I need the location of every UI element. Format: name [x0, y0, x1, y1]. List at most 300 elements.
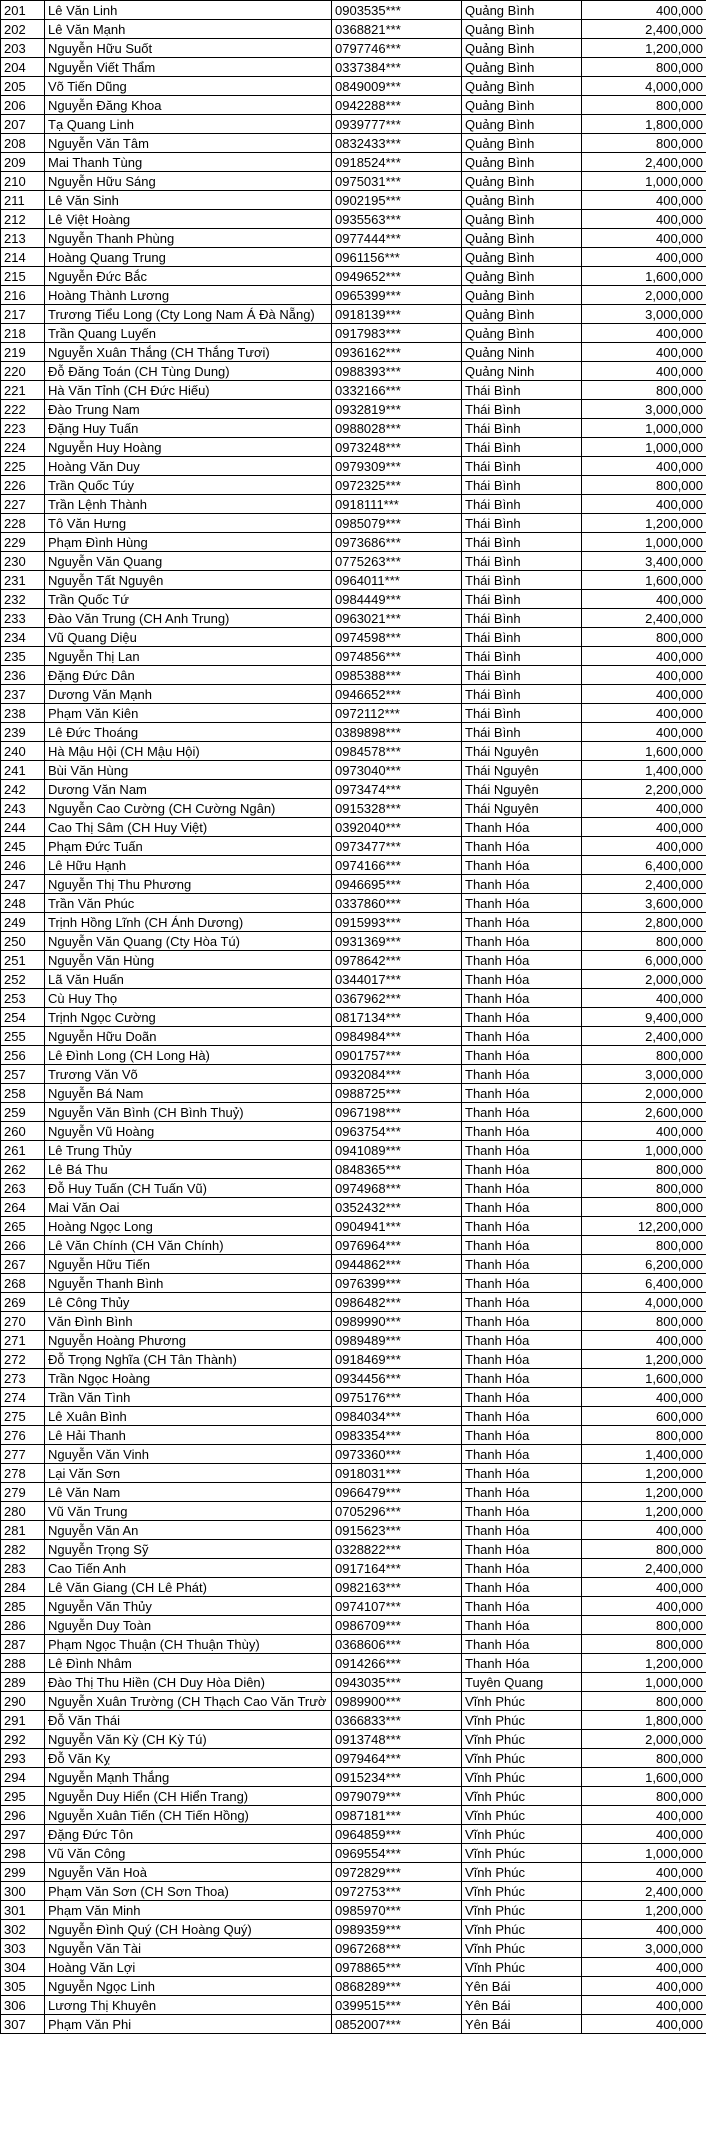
- phone-cell: 0935563***: [332, 210, 462, 229]
- amount-cell: 1,400,000: [582, 1445, 706, 1464]
- table-row: [1, 1407, 706, 1426]
- table-row: [1, 172, 706, 191]
- phone-cell: 0989990***: [332, 1312, 462, 1331]
- customer-name-cell: Mai Thanh Tùng: [45, 153, 332, 172]
- row-number-cell: 305: [1, 1977, 45, 1996]
- row-number-cell: 210: [1, 172, 45, 191]
- phone-cell: 0963754***: [332, 1122, 462, 1141]
- customer-name-cell: Trần Quốc Tứ: [45, 590, 332, 609]
- row-number-cell: 281: [1, 1521, 45, 1540]
- province-cell: Thanh Hóa: [462, 1046, 582, 1065]
- amount-cell: 400,000: [582, 1597, 706, 1616]
- phone-cell: 0978865***: [332, 1958, 462, 1977]
- phone-cell: 0984578***: [332, 742, 462, 761]
- amount-cell: 400,000: [582, 1388, 706, 1407]
- row-number-cell: 285: [1, 1597, 45, 1616]
- phone-cell: 0914266***: [332, 1654, 462, 1673]
- table-row: [1, 1996, 706, 2015]
- table-row: [1, 1730, 706, 1749]
- customer-name-cell: Lê Đình Nhâm: [45, 1654, 332, 1673]
- row-number-cell: 296: [1, 1806, 45, 1825]
- table-row: [1, 1787, 706, 1806]
- row-number-cell: 270: [1, 1312, 45, 1331]
- amount-cell: 3,000,000: [582, 1065, 706, 1084]
- table-row: [1, 1768, 706, 1787]
- amount-cell: 800,000: [582, 1616, 706, 1635]
- row-number-cell: 235: [1, 647, 45, 666]
- customer-name-cell: Trần Ngọc Hoàng: [45, 1369, 332, 1388]
- amount-cell: 4,000,000: [582, 77, 706, 96]
- customer-name-cell: Vũ Văn Trung: [45, 1502, 332, 1521]
- amount-cell: 9,400,000: [582, 1008, 706, 1027]
- amount-cell: 400,000: [582, 1996, 706, 2015]
- province-cell: Vĩnh Phúc: [462, 1711, 582, 1730]
- amount-cell: 1,600,000: [582, 1768, 706, 1787]
- table-row: [1, 837, 706, 856]
- table-row: [1, 704, 706, 723]
- table-row: [1, 153, 706, 172]
- phone-cell: 0913748***: [332, 1730, 462, 1749]
- phone-cell: 0918111***: [332, 495, 462, 514]
- customer-name-cell: Hoàng Văn Lợi: [45, 1958, 332, 1977]
- phone-cell: 0964859***: [332, 1825, 462, 1844]
- province-cell: Thanh Hóa: [462, 1312, 582, 1331]
- row-number-cell: 267: [1, 1255, 45, 1274]
- customer-name-cell: Lê Văn Chính (CH Văn Chính): [45, 1236, 332, 1255]
- phone-cell: 0974598***: [332, 628, 462, 647]
- province-cell: Vĩnh Phúc: [462, 1882, 582, 1901]
- phone-cell: 0972325***: [332, 476, 462, 495]
- customer-name-cell: Nguyễn Xuân Trường (CH Thạch Cao Văn Trườ: [45, 1692, 332, 1711]
- table-row: [1, 685, 706, 704]
- phone-cell: 0915623***: [332, 1521, 462, 1540]
- amount-cell: 1,200,000: [582, 1483, 706, 1502]
- customer-name-cell: Phạm Văn Phi: [45, 2015, 332, 2034]
- table-row: [1, 210, 706, 229]
- table-row: [1, 1692, 706, 1711]
- row-number-cell: 307: [1, 2015, 45, 2034]
- province-cell: Vĩnh Phúc: [462, 1863, 582, 1882]
- customer-name-cell: Nguyễn Hữu Sáng: [45, 172, 332, 191]
- row-number-cell: 300: [1, 1882, 45, 1901]
- province-cell: Thanh Hóa: [462, 1141, 582, 1160]
- amount-cell: 400,000: [582, 1122, 706, 1141]
- table-row: [1, 343, 706, 362]
- row-number-cell: 277: [1, 1445, 45, 1464]
- phone-cell: 0797746***: [332, 39, 462, 58]
- phone-cell: 0915328***: [332, 799, 462, 818]
- phone-cell: 0972753***: [332, 1882, 462, 1901]
- table-row: [1, 58, 706, 77]
- row-number-cell: 302: [1, 1920, 45, 1939]
- phone-cell: 0848365***: [332, 1160, 462, 1179]
- province-cell: Vĩnh Phúc: [462, 1920, 582, 1939]
- customer-name-cell: Trần Quốc Túy: [45, 476, 332, 495]
- table-row: [1, 1027, 706, 1046]
- province-cell: Thanh Hóa: [462, 894, 582, 913]
- table-row: [1, 1863, 706, 1882]
- table-row: [1, 514, 706, 533]
- phone-cell: 0989359***: [332, 1920, 462, 1939]
- table-row: [1, 913, 706, 932]
- phone-cell: 0946652***: [332, 685, 462, 704]
- amount-cell: 3,000,000: [582, 305, 706, 324]
- province-cell: Thanh Hóa: [462, 1179, 582, 1198]
- amount-cell: 400,000: [582, 1863, 706, 1882]
- table-row: [1, 324, 706, 343]
- customer-name-cell: Lê Đình Long (CH Long Hà): [45, 1046, 332, 1065]
- row-number-cell: 283: [1, 1559, 45, 1578]
- customer-name-cell: Trương Văn Võ: [45, 1065, 332, 1084]
- phone-cell: 0917164***: [332, 1559, 462, 1578]
- customer-name-cell: Nguyễn Duy Toàn: [45, 1616, 332, 1635]
- customer-name-cell: Đặng Đức Tôn: [45, 1825, 332, 1844]
- amount-cell: 800,000: [582, 1046, 706, 1065]
- amount-cell: 400,000: [582, 362, 706, 381]
- province-cell: Thanh Hóa: [462, 1464, 582, 1483]
- amount-cell: 400,000: [582, 2015, 706, 2034]
- phone-cell: 0337384***: [332, 58, 462, 77]
- table-row: [1, 39, 706, 58]
- phone-cell: 0817134***: [332, 1008, 462, 1027]
- phone-cell: 0986482***: [332, 1293, 462, 1312]
- province-cell: Thái Bình: [462, 533, 582, 552]
- customer-name-cell: Phạm Văn Kiên: [45, 704, 332, 723]
- customer-name-cell: Lương Thị Khuyên: [45, 1996, 332, 2015]
- phone-cell: 0974856***: [332, 647, 462, 666]
- customer-name-cell: Nguyễn Thanh Phùng: [45, 229, 332, 248]
- table-row: [1, 1179, 706, 1198]
- row-number-cell: 266: [1, 1236, 45, 1255]
- table-row: [1, 1, 706, 20]
- row-number-cell: 294: [1, 1768, 45, 1787]
- row-number-cell: 229: [1, 533, 45, 552]
- table-row: [1, 305, 706, 324]
- table-row: [1, 1939, 706, 1958]
- amount-cell: 1,000,000: [582, 533, 706, 552]
- customer-name-cell: Hà Mậu Hội (CH Mậu Hội): [45, 742, 332, 761]
- row-number-cell: 239: [1, 723, 45, 742]
- row-number-cell: 276: [1, 1426, 45, 1445]
- customer-name-cell: Bùi Văn Hùng: [45, 761, 332, 780]
- row-number-cell: 286: [1, 1616, 45, 1635]
- amount-cell: 1,800,000: [582, 1711, 706, 1730]
- row-number-cell: 304: [1, 1958, 45, 1977]
- customer-name-cell: Nguyễn Hoàng Phương: [45, 1331, 332, 1350]
- row-number-cell: 212: [1, 210, 45, 229]
- table-row: [1, 438, 706, 457]
- row-number-cell: 303: [1, 1939, 45, 1958]
- phone-cell: 0975176***: [332, 1388, 462, 1407]
- customer-name-cell: Đào Văn Trung (CH Anh Trung): [45, 609, 332, 628]
- phone-cell: 0337860***: [332, 894, 462, 913]
- row-number-cell: 201: [1, 1, 45, 20]
- phone-cell: 0989489***: [332, 1331, 462, 1350]
- table-row: [1, 1958, 706, 1977]
- phone-cell: 0775263***: [332, 552, 462, 571]
- phone-cell: 0368606***: [332, 1635, 462, 1654]
- province-cell: Vĩnh Phúc: [462, 1806, 582, 1825]
- province-cell: Thanh Hóa: [462, 1236, 582, 1255]
- phone-cell: 0964011***: [332, 571, 462, 590]
- customer-name-cell: Nguyễn Hữu Doãn: [45, 1027, 332, 1046]
- row-number-cell: 257: [1, 1065, 45, 1084]
- amount-cell: 800,000: [582, 381, 706, 400]
- row-number-cell: 226: [1, 476, 45, 495]
- phone-cell: 0903535***: [332, 1, 462, 20]
- table-row: [1, 1445, 706, 1464]
- customer-name-cell: Nguyễn Hữu Tiến: [45, 1255, 332, 1274]
- province-cell: Thanh Hóa: [462, 1521, 582, 1540]
- amount-cell: 1,200,000: [582, 1350, 706, 1369]
- province-cell: Thanh Hóa: [462, 837, 582, 856]
- row-number-cell: 287: [1, 1635, 45, 1654]
- province-cell: Thanh Hóa: [462, 1331, 582, 1350]
- table-row: [1, 1103, 706, 1122]
- table-row: [1, 1046, 706, 1065]
- amount-cell: 400,000: [582, 1920, 706, 1939]
- phone-cell: 0975031***: [332, 172, 462, 191]
- amount-cell: 800,000: [582, 96, 706, 115]
- table-row: [1, 628, 706, 647]
- phone-cell: 0915234***: [332, 1768, 462, 1787]
- phone-cell: 0942288***: [332, 96, 462, 115]
- row-number-cell: 263: [1, 1179, 45, 1198]
- table-row: [1, 1825, 706, 1844]
- amount-cell: 1,200,000: [582, 514, 706, 533]
- province-cell: Quảng Bình: [462, 229, 582, 248]
- customer-name-cell: Nguyễn Hữu Suốt: [45, 39, 332, 58]
- amount-cell: 2,000,000: [582, 1730, 706, 1749]
- customer-name-cell: Đặng Huy Tuấn: [45, 419, 332, 438]
- amount-cell: 2,400,000: [582, 153, 706, 172]
- row-number-cell: 291: [1, 1711, 45, 1730]
- customer-name-cell: Trần Văn Phúc: [45, 894, 332, 913]
- phone-cell: 0967198***: [332, 1103, 462, 1122]
- phone-cell: 0979309***: [332, 457, 462, 476]
- customer-name-cell: Nguyễn Đức Bắc: [45, 267, 332, 286]
- province-cell: Quảng Bình: [462, 153, 582, 172]
- province-cell: Thanh Hóa: [462, 1597, 582, 1616]
- table-row: [1, 1483, 706, 1502]
- row-number-cell: 280: [1, 1502, 45, 1521]
- province-cell: Thanh Hóa: [462, 1578, 582, 1597]
- row-number-cell: 289: [1, 1673, 45, 1692]
- row-number-cell: 203: [1, 39, 45, 58]
- province-cell: Quảng Bình: [462, 172, 582, 191]
- customer-name-cell: Trịnh Hồng Lĩnh (CH Ánh Dương): [45, 913, 332, 932]
- province-cell: Thanh Hóa: [462, 1198, 582, 1217]
- row-number-cell: 215: [1, 267, 45, 286]
- customer-name-cell: Lê Văn Linh: [45, 1, 332, 20]
- customer-name-cell: Đỗ Huy Tuấn (CH Tuấn Vũ): [45, 1179, 332, 1198]
- amount-cell: 1,400,000: [582, 761, 706, 780]
- phone-cell: 0978642***: [332, 951, 462, 970]
- row-number-cell: 243: [1, 799, 45, 818]
- phone-cell: 0984034***: [332, 1407, 462, 1426]
- table-row: [1, 1293, 706, 1312]
- row-number-cell: 253: [1, 989, 45, 1008]
- row-number-cell: 232: [1, 590, 45, 609]
- row-number-cell: 216: [1, 286, 45, 305]
- province-cell: Quảng Bình: [462, 1, 582, 20]
- amount-cell: 400,000: [582, 1825, 706, 1844]
- amount-cell: 2,400,000: [582, 20, 706, 39]
- province-cell: Thái Nguyên: [462, 799, 582, 818]
- customer-name-cell: Nguyễn Đăng Khoa: [45, 96, 332, 115]
- province-cell: Thái Bình: [462, 495, 582, 514]
- table-row: [1, 229, 706, 248]
- phone-cell: 0987181***: [332, 1806, 462, 1825]
- province-cell: Thanh Hóa: [462, 1160, 582, 1179]
- phone-cell: 0973477***: [332, 837, 462, 856]
- phone-cell: 0973040***: [332, 761, 462, 780]
- table-row: [1, 248, 706, 267]
- row-number-cell: 234: [1, 628, 45, 647]
- province-cell: Quảng Bình: [462, 210, 582, 229]
- row-number-cell: 297: [1, 1825, 45, 1844]
- customer-name-cell: Đỗ Đăng Toán (CH Tùng Dung): [45, 362, 332, 381]
- amount-cell: 2,000,000: [582, 970, 706, 989]
- province-cell: Thái Bình: [462, 590, 582, 609]
- amount-cell: 6,400,000: [582, 1274, 706, 1293]
- amount-cell: 600,000: [582, 1407, 706, 1426]
- province-cell: Thái Bình: [462, 381, 582, 400]
- row-number-cell: 228: [1, 514, 45, 533]
- row-number-cell: 301: [1, 1901, 45, 1920]
- row-number-cell: 275: [1, 1407, 45, 1426]
- customer-name-cell: Đỗ Văn Kỵ: [45, 1749, 332, 1768]
- amount-cell: 1,200,000: [582, 1464, 706, 1483]
- phone-cell: 0332166***: [332, 381, 462, 400]
- amount-cell: 1,200,000: [582, 39, 706, 58]
- customer-name-cell: Phạm Ngọc Thuận (CH Thuận Thùy): [45, 1635, 332, 1654]
- amount-cell: 800,000: [582, 1692, 706, 1711]
- province-cell: Thái Nguyên: [462, 780, 582, 799]
- row-number-cell: 264: [1, 1198, 45, 1217]
- row-number-cell: 274: [1, 1388, 45, 1407]
- row-number-cell: 213: [1, 229, 45, 248]
- customer-name-cell: Nguyễn Cao Cường (CH Cường Ngân): [45, 799, 332, 818]
- amount-cell: 800,000: [582, 1236, 706, 1255]
- province-cell: Tuyên Quang: [462, 1673, 582, 1692]
- customer-name-cell: Nguyễn Văn Hoà: [45, 1863, 332, 1882]
- province-cell: Thái Bình: [462, 704, 582, 723]
- customer-name-cell: Nguyễn Xuân Thắng (CH Thắng Tươi): [45, 343, 332, 362]
- amount-cell: 400,000: [582, 191, 706, 210]
- province-cell: Quảng Bình: [462, 324, 582, 343]
- table-row: [1, 799, 706, 818]
- table-row: [1, 1502, 706, 1521]
- province-cell: Vĩnh Phúc: [462, 1901, 582, 1920]
- row-number-cell: 218: [1, 324, 45, 343]
- amount-cell: 800,000: [582, 1198, 706, 1217]
- row-number-cell: 248: [1, 894, 45, 913]
- customer-name-cell: Phạm Đức Tuấn: [45, 837, 332, 856]
- customer-name-cell: Nguyễn Thanh Bình: [45, 1274, 332, 1293]
- phone-cell: 0936162***: [332, 343, 462, 362]
- table-row: [1, 1673, 706, 1692]
- row-number-cell: 269: [1, 1293, 45, 1312]
- customer-name-cell: Lê Xuân Bình: [45, 1407, 332, 1426]
- phone-cell: 0986709***: [332, 1616, 462, 1635]
- customer-name-cell: Nguyễn Văn Tâm: [45, 134, 332, 153]
- phone-cell: 0973360***: [332, 1445, 462, 1464]
- customer-name-cell: Nguyễn Văn Vinh: [45, 1445, 332, 1464]
- phone-cell: 0973686***: [332, 533, 462, 552]
- amount-cell: 400,000: [582, 989, 706, 1008]
- row-number-cell: 246: [1, 856, 45, 875]
- province-cell: Thanh Hóa: [462, 1616, 582, 1635]
- table-row: [1, 590, 706, 609]
- phone-cell: 0976399***: [332, 1274, 462, 1293]
- province-cell: Thanh Hóa: [462, 1635, 582, 1654]
- province-cell: Quảng Bình: [462, 115, 582, 134]
- phone-cell: 0974166***: [332, 856, 462, 875]
- amount-cell: 1,600,000: [582, 1369, 706, 1388]
- row-number-cell: 259: [1, 1103, 45, 1122]
- table-row: [1, 1065, 706, 1084]
- province-cell: Thanh Hóa: [462, 1217, 582, 1236]
- phone-cell: 0979079***: [332, 1787, 462, 1806]
- phone-cell: 0983354***: [332, 1426, 462, 1445]
- province-cell: Thanh Hóa: [462, 1388, 582, 1407]
- province-cell: Quảng Bình: [462, 286, 582, 305]
- customer-name-cell: Phạm Văn Sơn (CH Sơn Thoa): [45, 1882, 332, 1901]
- province-cell: Thái Bình: [462, 438, 582, 457]
- customer-name-cell: Nguyễn Văn Quang: [45, 552, 332, 571]
- phone-cell: 0366833***: [332, 1711, 462, 1730]
- table-row: [1, 20, 706, 39]
- phone-cell: 0904941***: [332, 1217, 462, 1236]
- table-row: [1, 647, 706, 666]
- row-number-cell: 282: [1, 1540, 45, 1559]
- row-number-cell: 288: [1, 1654, 45, 1673]
- row-number-cell: 279: [1, 1483, 45, 1502]
- amount-cell: 3,000,000: [582, 400, 706, 419]
- province-cell: Thanh Hóa: [462, 1255, 582, 1274]
- customer-name-cell: Lê Văn Giang (CH Lê Phát): [45, 1578, 332, 1597]
- customer-name-cell: Đỗ Trọng Nghĩa (CH Tân Thành): [45, 1350, 332, 1369]
- province-cell: Quảng Bình: [462, 39, 582, 58]
- amount-cell: 400,000: [582, 1806, 706, 1825]
- row-number-cell: 225: [1, 457, 45, 476]
- phone-cell: 0399515***: [332, 1996, 462, 2015]
- customer-name-cell: Trần Lệnh Thành: [45, 495, 332, 514]
- row-number-cell: 258: [1, 1084, 45, 1103]
- province-cell: Quảng Ninh: [462, 343, 582, 362]
- province-cell: Thanh Hóa: [462, 1350, 582, 1369]
- customer-name-cell: Nguyễn Văn Thủy: [45, 1597, 332, 1616]
- amount-cell: 1,600,000: [582, 571, 706, 590]
- table-row: [1, 1635, 706, 1654]
- phone-cell: 0972112***: [332, 704, 462, 723]
- table-row: [1, 77, 706, 96]
- row-number-cell: 278: [1, 1464, 45, 1483]
- amount-cell: 400,000: [582, 1977, 706, 1996]
- row-number-cell: 207: [1, 115, 45, 134]
- table-row: [1, 2015, 706, 2034]
- row-number-cell: 206: [1, 96, 45, 115]
- amount-cell: 400,000: [582, 723, 706, 742]
- row-number-cell: 209: [1, 153, 45, 172]
- table-row: [1, 96, 706, 115]
- table-row: [1, 476, 706, 495]
- amount-cell: 400,000: [582, 1, 706, 20]
- table-row: [1, 1160, 706, 1179]
- province-cell: Quảng Bình: [462, 96, 582, 115]
- phone-cell: 0918031***: [332, 1464, 462, 1483]
